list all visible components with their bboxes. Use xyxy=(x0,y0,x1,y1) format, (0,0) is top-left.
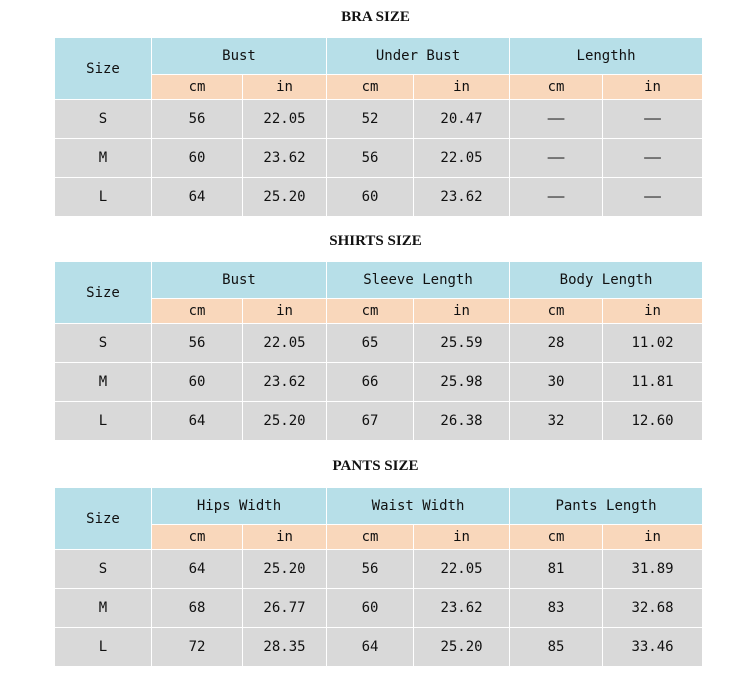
value-cell: 30 xyxy=(510,363,603,402)
size-column-header: Size xyxy=(55,38,152,100)
value-cell: 65 xyxy=(327,324,414,363)
pants-size-title: PANTS SIZE xyxy=(332,458,419,474)
value-cell: 83 xyxy=(510,589,603,628)
value-cell: 33.46 xyxy=(603,628,703,667)
table-row xyxy=(55,402,703,441)
group-header-bust: Bust xyxy=(152,262,327,299)
value-cell: 28.35 xyxy=(243,628,327,667)
size-cell: L xyxy=(55,178,152,217)
value-cell: 22.05 xyxy=(243,100,327,139)
value-cell: 32 xyxy=(510,402,603,441)
value-cell: 60 xyxy=(152,139,243,178)
table-row xyxy=(55,628,703,667)
unit-cm: cm xyxy=(510,75,603,100)
unit-in: in xyxy=(243,75,327,100)
value-cell: 20.47 xyxy=(414,100,510,139)
table-row xyxy=(55,139,703,178)
value-cell: —— xyxy=(603,139,703,178)
value-cell: 23.62 xyxy=(243,363,327,402)
shirts-size-title: SHIRTS SIZE xyxy=(329,233,422,249)
value-cell: 26.77 xyxy=(243,589,327,628)
size-cell: S xyxy=(55,324,152,363)
value-cell: 23.62 xyxy=(243,139,327,178)
value-cell: —— xyxy=(603,100,703,139)
unit-in: in xyxy=(414,525,510,550)
value-cell: 52 xyxy=(327,100,414,139)
value-cell: 60 xyxy=(152,363,243,402)
group-header-bust: Bust xyxy=(152,38,327,75)
unit-cm: cm xyxy=(510,299,603,324)
unit-in: in xyxy=(243,525,327,550)
value-cell: 25.20 xyxy=(243,550,327,589)
value-cell: 25.98 xyxy=(414,363,510,402)
value-cell: 64 xyxy=(152,402,243,441)
value-cell: 11.02 xyxy=(603,324,703,363)
size-cell: S xyxy=(55,550,152,589)
value-cell: 85 xyxy=(510,628,603,667)
value-cell: 25.20 xyxy=(243,402,327,441)
group-header-sleeve-length: Sleeve Length xyxy=(327,262,510,299)
unit-in: in xyxy=(243,299,327,324)
value-cell: 11.81 xyxy=(603,363,703,402)
value-cell: 60 xyxy=(327,589,414,628)
value-cell: 60 xyxy=(327,178,414,217)
size-cell: M xyxy=(55,363,152,402)
unit-cm: cm xyxy=(152,75,243,100)
unit-in: in xyxy=(603,75,703,100)
value-cell: —— xyxy=(510,100,603,139)
bra-size-table xyxy=(54,37,703,217)
unit-in: in xyxy=(414,299,510,324)
value-cell: 23.62 xyxy=(414,178,510,217)
value-cell: 28 xyxy=(510,324,603,363)
value-cell: 68 xyxy=(152,589,243,628)
group-header-waist-width: Waist Width xyxy=(327,488,510,525)
value-cell: 64 xyxy=(152,178,243,217)
value-cell: —— xyxy=(510,139,603,178)
value-cell: 66 xyxy=(327,363,414,402)
size-cell: L xyxy=(55,628,152,667)
group-header-hips-width: Hips Width xyxy=(152,488,327,525)
size-cell: S xyxy=(55,100,152,139)
table-row xyxy=(55,324,703,363)
table-row xyxy=(55,589,703,628)
unit-cm: cm xyxy=(327,299,414,324)
table-row xyxy=(55,100,703,139)
unit-cm: cm xyxy=(327,525,414,550)
value-cell: 23.62 xyxy=(414,589,510,628)
value-cell: 22.05 xyxy=(243,324,327,363)
pants-size-table xyxy=(54,487,703,667)
table-row xyxy=(55,550,703,589)
value-cell: 72 xyxy=(152,628,243,667)
size-column-header: Size xyxy=(55,262,152,324)
unit-in: in xyxy=(603,525,703,550)
value-cell: 31.89 xyxy=(603,550,703,589)
value-cell: 12.60 xyxy=(603,402,703,441)
value-cell: 56 xyxy=(152,100,243,139)
unit-in: in xyxy=(603,299,703,324)
unit-in: in xyxy=(414,75,510,100)
group-header-under-bust: Under Bust xyxy=(327,38,510,75)
value-cell: 64 xyxy=(152,550,243,589)
unit-cm: cm xyxy=(152,299,243,324)
value-cell: 25.20 xyxy=(414,628,510,667)
size-cell: L xyxy=(55,402,152,441)
size-column-header: Size xyxy=(55,488,152,550)
group-header-body-length: Body Length xyxy=(510,262,703,299)
size-cell: M xyxy=(55,589,152,628)
size-cell: M xyxy=(55,139,152,178)
value-cell: 32.68 xyxy=(603,589,703,628)
value-cell: 67 xyxy=(327,402,414,441)
shirts-size-table xyxy=(54,261,703,441)
value-cell: 26.38 xyxy=(414,402,510,441)
value-cell: 25.59 xyxy=(414,324,510,363)
group-header-pants-length: Pants Length xyxy=(510,488,703,525)
value-cell: 81 xyxy=(510,550,603,589)
unit-cm: cm xyxy=(152,525,243,550)
bra-size-title: BRA SIZE xyxy=(341,9,410,25)
table-row xyxy=(55,363,703,402)
value-cell: 56 xyxy=(327,550,414,589)
group-header-length: Lengthh xyxy=(510,38,703,75)
table-row xyxy=(55,178,703,217)
unit-cm: cm xyxy=(327,75,414,100)
value-cell: —— xyxy=(510,178,603,217)
value-cell: —— xyxy=(603,178,703,217)
value-cell: 22.05 xyxy=(414,139,510,178)
unit-cm: cm xyxy=(510,525,603,550)
value-cell: 56 xyxy=(152,324,243,363)
value-cell: 25.20 xyxy=(243,178,327,217)
value-cell: 22.05 xyxy=(414,550,510,589)
value-cell: 64 xyxy=(327,628,414,667)
value-cell: 56 xyxy=(327,139,414,178)
